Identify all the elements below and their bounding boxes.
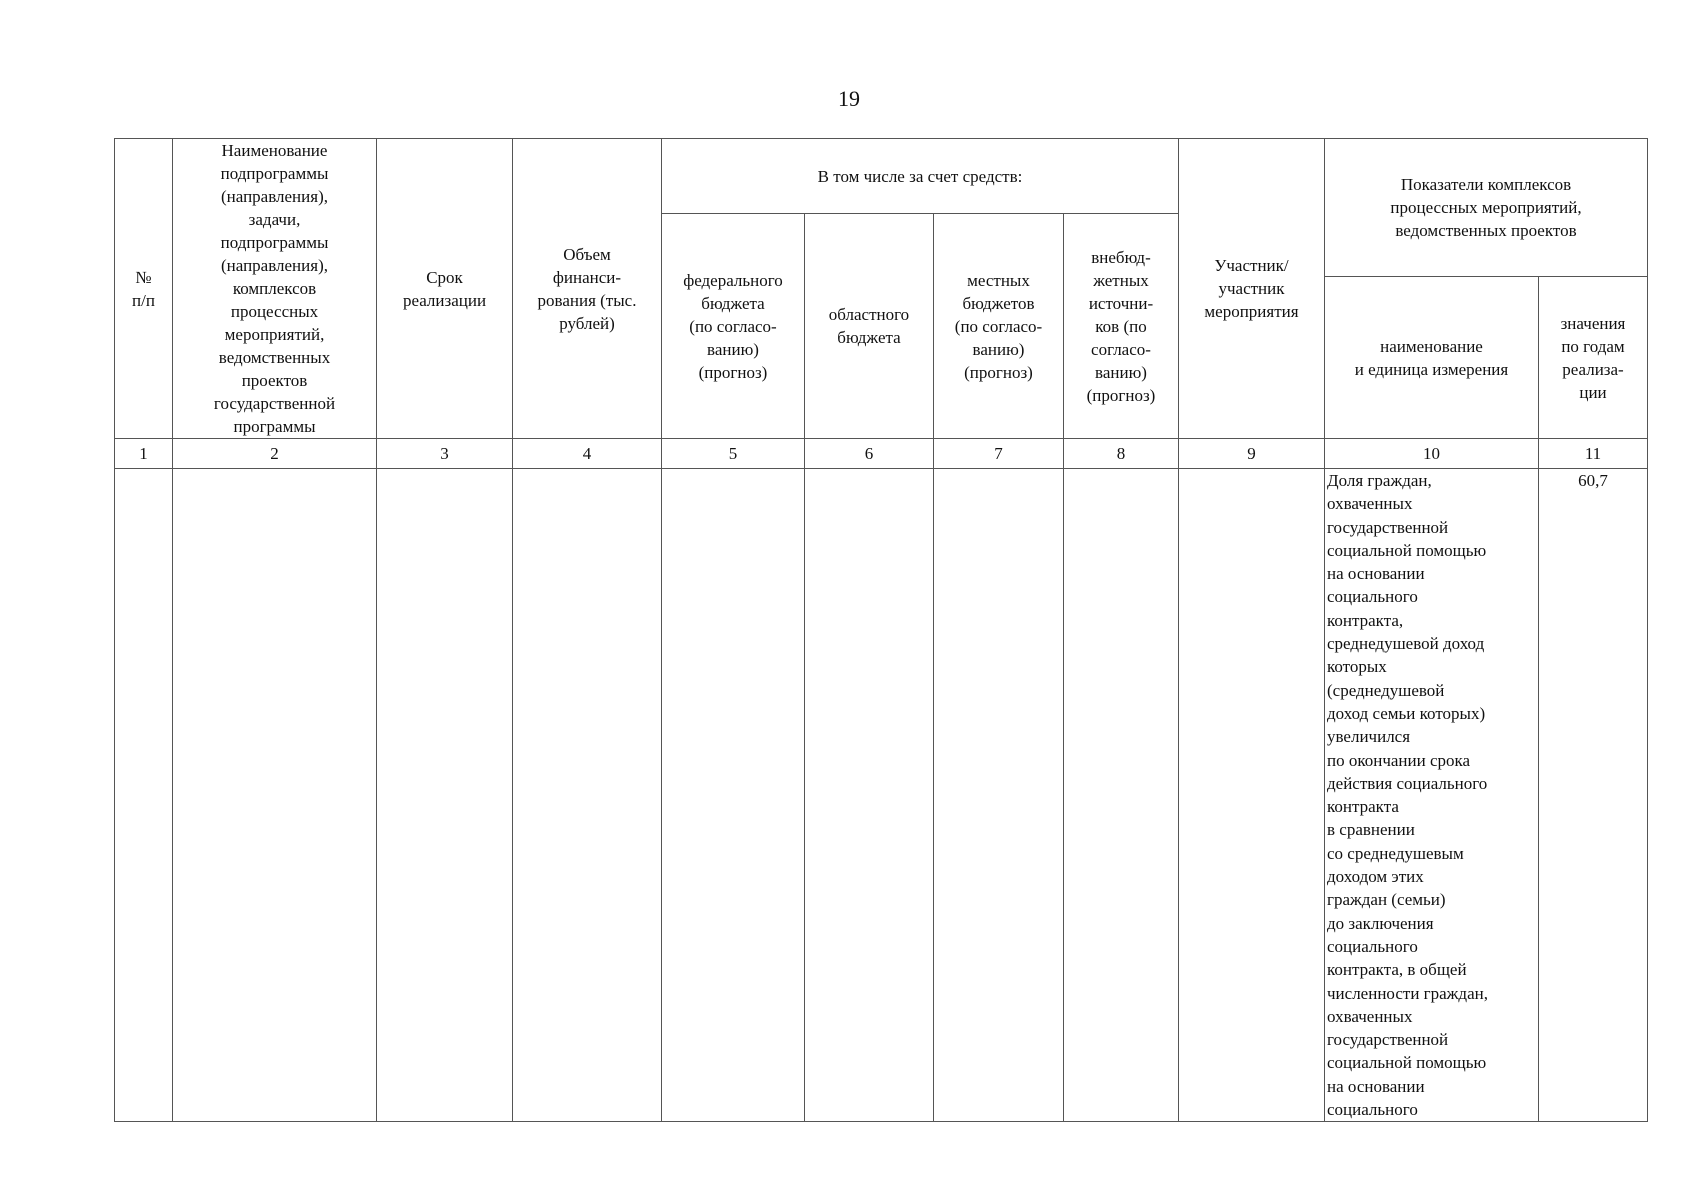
column-number: 5 bbox=[662, 439, 805, 469]
page-number: 19 bbox=[838, 86, 860, 111]
header-name: Наименование подпрограммы (направления), задачи, подпрограммы (направления), комплексов процессных мероприятий, ведомственных проектов государственной программы bbox=[173, 139, 377, 439]
cell-term bbox=[377, 469, 513, 1122]
header-local: местных бюджетов (по согласо- ванию) (прогноз) bbox=[934, 214, 1064, 439]
cell-participant bbox=[1179, 469, 1325, 1122]
header-indicator-values: значения по годам реализа- ции bbox=[1539, 277, 1648, 439]
column-number: 7 bbox=[934, 439, 1064, 469]
table-header bbox=[115, 139, 1648, 469]
table-row bbox=[115, 469, 1648, 1122]
column-number: 8 bbox=[1064, 439, 1179, 469]
cell-local bbox=[934, 469, 1064, 1122]
column-number: 3 bbox=[377, 439, 513, 469]
column-number-row bbox=[115, 439, 1648, 469]
cell-indicator: Доля граждан, охваченных государственной социальной помощью на основании социального контракта, среднедушевой доход которых (среднедушевой доход семьи которых) увеличился по окончании срока действия социального контракта в сравнении со среднедушевым доходом этих граждан (семьи) до заключения социального контракта, в общей численности граждан, охваченных государственной социальной помощью на основании социального bbox=[1325, 469, 1539, 1122]
cell-indicator-value: 60,7 bbox=[1539, 469, 1648, 1122]
column-number: 4 bbox=[513, 439, 662, 469]
header-extra: внебюд- жетных источни- ков (по согласо- ванию) (прогноз) bbox=[1064, 214, 1179, 439]
column-number: 9 bbox=[1179, 439, 1325, 469]
header-funds-group: В том числе за счет средств: bbox=[662, 139, 1179, 214]
cell-name bbox=[173, 469, 377, 1122]
program-table bbox=[114, 138, 1648, 1122]
table-body bbox=[115, 469, 1648, 1122]
cell-num bbox=[115, 469, 173, 1122]
cell-volume bbox=[513, 469, 662, 1122]
header-federal: федерального бюджета (по согласо- ванию) (прогноз) bbox=[662, 214, 805, 439]
column-number: 6 bbox=[805, 439, 934, 469]
header-volume: Объем финанси- рования (тыс. рублей) bbox=[513, 139, 662, 439]
header-indicators-group: Показатели комплексов процессных мероприятий, ведомственных проектов bbox=[1325, 139, 1648, 277]
header-participant: Участник/ участник мероприятия bbox=[1179, 139, 1325, 439]
header-indicator-name: наименование и единица измерения bbox=[1325, 277, 1539, 439]
column-number: 11 bbox=[1539, 439, 1648, 469]
column-number: 2 bbox=[173, 439, 377, 469]
cell-federal bbox=[662, 469, 805, 1122]
header-term: Срок реализации bbox=[377, 139, 513, 439]
column-number: 10 bbox=[1325, 439, 1539, 469]
cell-regional bbox=[805, 469, 934, 1122]
column-number: 1 bbox=[115, 439, 173, 469]
header-regional: областного бюджета bbox=[805, 214, 934, 439]
cell-extra bbox=[1064, 469, 1179, 1122]
header-num: № п/п bbox=[115, 139, 173, 439]
